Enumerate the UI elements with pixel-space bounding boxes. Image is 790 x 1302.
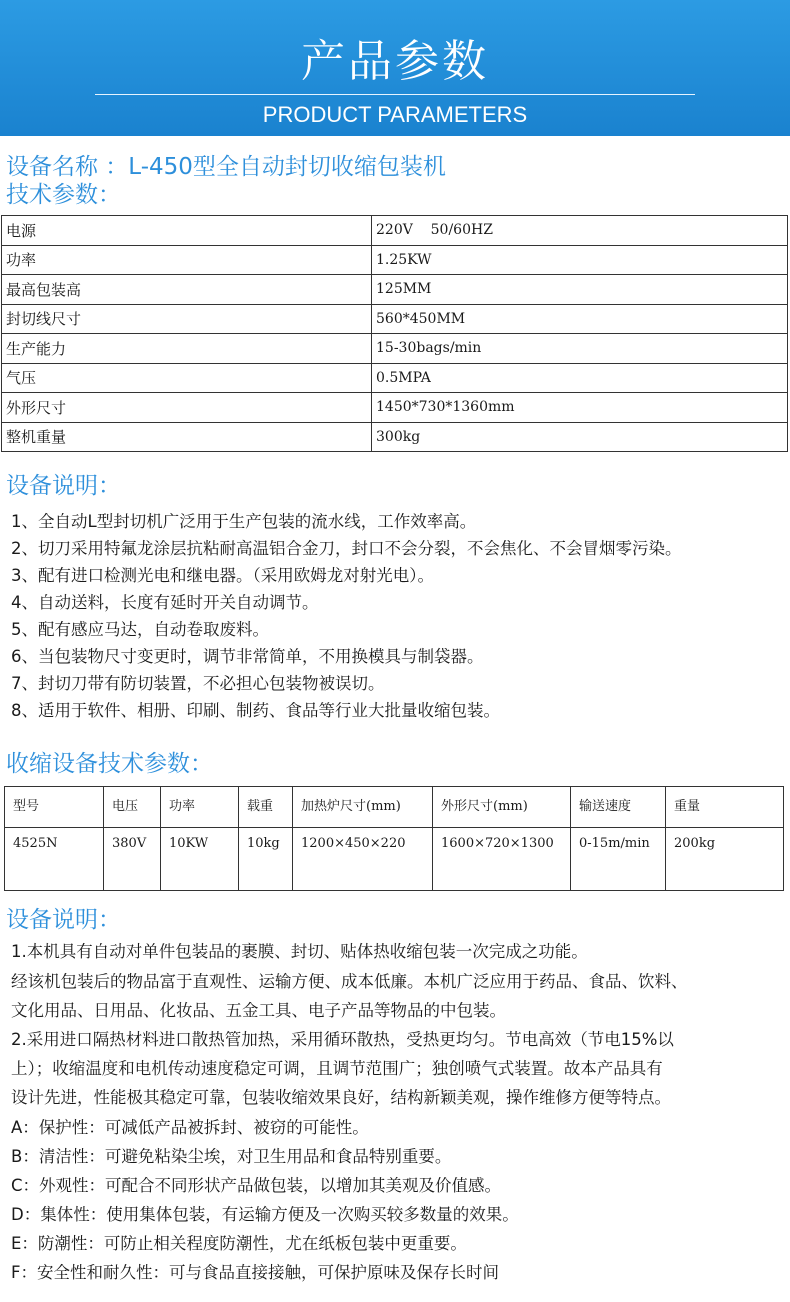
table-cell: 10kg [239,828,293,891]
banner-title-en: PRODUCT PARAMETERS [262,102,528,127]
column-header: 外形尺寸(mm) [433,787,571,828]
desc-line: 1.本机具有自动对单件包装品的裹膜、封切、贴体热收缩包装一次完成之功能。 [11,942,588,961]
desc-line: 2.采用进口隔热材料进口散热管加热，采用循环散热，受热更均匀。节电高效（节电15%以 [11,1030,674,1049]
tech-params-heading: 技术参数： [6,182,121,208]
shrink-table [4,786,784,891]
desc-line: A：保护性：可减低产品被拆封、被窃的可能性。 [11,1118,369,1137]
column-header: 载重 [239,787,293,828]
list-item: 6、当包装物尺寸变更时，调节非常简单，不用换模具与制袋器。 [11,647,484,666]
spec-table [1,215,788,452]
column-header: 重量 [666,787,784,828]
spec-value: 1.25KW [372,245,788,275]
list-item: 7、封切刀带有防切装置，不必担心包装物被误切。 [11,674,385,693]
shrink-params-heading: 收缩设备技术参数： [6,751,213,777]
desc-line: D：集体性：使用集体包装，有运输方便及一次购买较多数量的效果。 [11,1205,519,1224]
device-name-heading: 设备名称 ：L-450型全自动封切收缩包装机 [6,154,446,180]
table-row [2,275,788,305]
list-item: 4、自动送料，长度有延时开关自动调节。 [11,593,319,612]
desc-line: B：清洁性：可避免粘染尘埃，对卫生用品和食品特别重要。 [11,1147,452,1166]
table-row [5,828,784,891]
spec-label: 外形尺寸 [2,393,372,423]
desc-line: F：安全性和耐久性：可与食品直接接触，可保护原味及保存长时间 [11,1263,499,1282]
spec-label: 最高包装高 [2,275,372,305]
spec-label: 生产能力 [2,334,372,364]
column-header: 型号 [5,787,104,828]
table-cell: 4525N [5,828,104,891]
table-row [2,245,788,275]
column-header: 输送速度 [571,787,666,828]
table-row [2,216,788,246]
spec-label: 封切线尺寸 [2,304,372,334]
desc2-heading: 设备说明： [6,907,121,933]
table-row [2,363,788,393]
table-cell: 10KW [161,828,239,891]
desc-line: 经该机包装后的物品富于直观性、运输方便、成本低廉。本机广泛应用于药品、食品、饮料、 [11,972,688,991]
desc-line: C：外观性：可配合不同形状产品做包装，以增加其美观及价值感。 [11,1176,502,1195]
table-cell: 380V [104,828,161,891]
column-header: 功率 [161,787,239,828]
spec-value: 300kg [372,422,788,452]
table-header-row [5,787,784,828]
desc-line: 文化用品、日用品、化妆品、五金工具、电子产品等物品的中包装。 [11,1001,506,1020]
column-header: 电压 [104,787,161,828]
list-item: 8、适用于软件、相册、印刷、制药、食品等行业大批量收缩包装。 [11,701,500,720]
spec-value: 125MM [372,275,788,305]
table-row [2,422,788,452]
table-cell: 0-15m/min [571,828,666,891]
table-cell: 200kg [666,828,784,891]
header-banner [0,0,790,136]
spec-label: 电源 [2,216,372,246]
desc-line: 设计先进，性能极其稳定可靠，包装收缩效果良好，结构新颖美观，操作维修方便等特点。 [11,1088,671,1107]
table-row [2,334,788,364]
spec-label: 气压 [2,363,372,393]
spec-value: 15-30bags/min [372,334,788,364]
desc-line: E：防潮性：可防止相关程度防潮性，尤在纸板包装中更重要。 [11,1234,467,1253]
table-cell: 1600×720×1300 [433,828,571,891]
spec-label: 功率 [2,245,372,275]
table-cell: 1200×450×220 [293,828,433,891]
desc1-heading: 设备说明： [6,473,121,499]
spec-label: 整机重量 [2,422,372,452]
list-item: 2、切刀采用特氟龙涂层抗粘耐高温铝合金刀，封口不会分裂，不会焦化、不会冒烟零污染。 [11,539,682,558]
spec-value: 1450*730*1360mm [372,393,788,423]
list-item: 1、全自动L型封切机广泛用于生产包装的流水线，工作效率高。 [11,512,477,531]
banner-divider [95,94,695,95]
table-row [2,393,788,423]
column-header: 加热炉尺寸(mm) [293,787,433,828]
spec-value: 220V 50/60HZ [372,216,788,246]
list-item: 5、配有感应马达，自动卷取废料。 [11,620,269,639]
desc-line: 上）；收缩温度和电机传动速度稳定可调，且调节范围广；独创喷气式装置。故本产品具有 [11,1059,663,1078]
spec-value: 560*450MM [372,304,788,334]
list-item: 3、配有进口检测光电和继电器。（采用欧姆龙对射光电）。 [11,566,434,585]
spec-value: 0.5MPA [372,363,788,393]
table-row [2,304,788,334]
banner-title-cn: 产品参数 [301,36,489,87]
